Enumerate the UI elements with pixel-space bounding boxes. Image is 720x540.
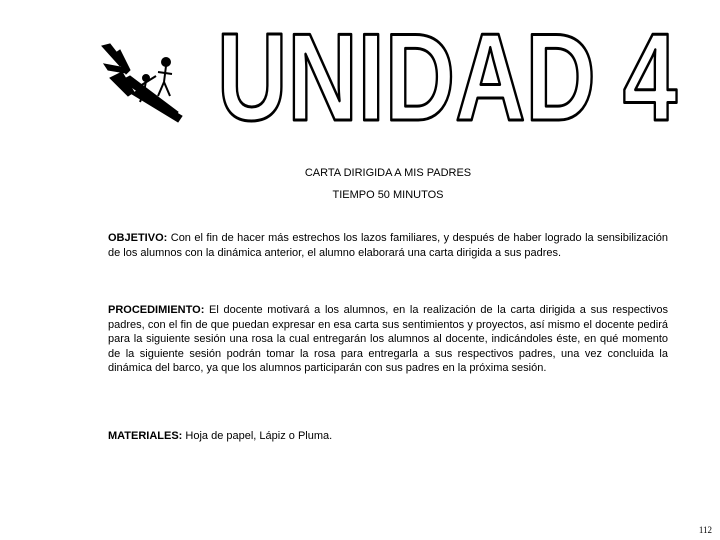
objective-label: OBJETIVO: — [108, 232, 168, 244]
objective-text: Con el fin de hacer más estrechos los lazos familiares, y después de haber logrado la sensibilización de los alumnos con la dinámica anterior, el alumno elaborará una carta dirigida a sus padres. — [108, 232, 668, 259]
materials-label: MATERIALES: — [108, 430, 183, 442]
materials-text: Hoja de papel, Lápiz o Pluma. — [185, 430, 333, 442]
objective-section — [108, 231, 668, 260]
procedure-label: PROCEDIMIENTO: — [108, 304, 205, 316]
family-clipart-icon — [100, 42, 186, 124]
procedure-section — [108, 303, 668, 376]
session-time: TIEMPO 50 MINUTOS — [332, 189, 444, 201]
page-number: 112 — [698, 525, 712, 535]
unit-title — [212, 12, 682, 136]
document-title: CARTA DIRIGIDA A MIS PADRES — [304, 167, 472, 179]
procedure-text: El docente motivará a los alumnos, en la realización de la carta dirigida a sus respectivos padres, con el fin de que puedan expresar en esa carta sus sentimientos y proyectos, así mismo el docente pedirá para la siguiente sesión una rosa la cual entregarán los alumnos al docente, indicándoles éste, en qué momento de la siguiente sesión podrán tomar la rosa para entregarla a sus respectivos padres, una vez concluida la dinámica del barco, ya que los alumnos participarán con sus padres en la próxima sesión. — [108, 304, 668, 375]
materials-section — [108, 429, 668, 444]
unit-title-text: UNIDAD 4 — [217, 12, 678, 136]
